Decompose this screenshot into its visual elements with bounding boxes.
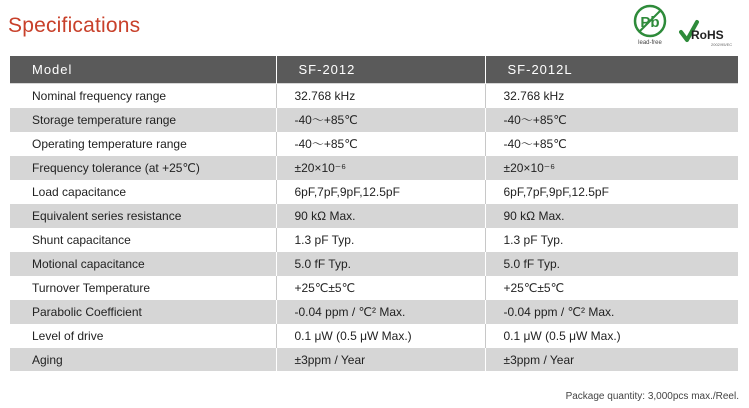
spec-value-sf-2012: 1.3 pF Typ.: [276, 228, 485, 252]
table-row: [10, 276, 738, 300]
spec-value-sf-2012: -40～+85℃: [276, 108, 485, 132]
spec-parameter: Equivalent series resistance: [10, 204, 276, 228]
rohs-sub-label: 2002/95/EC: [711, 42, 733, 47]
table-row: [10, 300, 738, 324]
spec-value-sf-2012l: ±20×10⁻⁶: [485, 156, 738, 180]
spec-value-sf-2012l: 5.0 fF Typ.: [485, 252, 738, 276]
header-sf-2012l: SF-2012L: [485, 56, 738, 84]
table-body: [10, 84, 738, 372]
spec-value-sf-2012: 90 kΩ Max.: [276, 204, 485, 228]
spec-value-sf-2012: +25℃±5℃: [276, 276, 485, 300]
spec-parameter: Level of drive: [10, 324, 276, 348]
spec-value-sf-2012l: 6pF,7pF,9pF,12.5pF: [485, 180, 738, 204]
table-row: [10, 156, 738, 180]
spec-parameter: Storage temperature range: [10, 108, 276, 132]
spec-value-sf-2012: -0.04 ppm / ℃² Max.: [276, 300, 485, 324]
pb-text: Pb: [640, 14, 660, 31]
spec-value-sf-2012l: -40～+85℃: [485, 108, 738, 132]
package-quantity-note: Package quantity: 3,000pcs max./Reel.: [565, 391, 739, 402]
table-row: [10, 324, 738, 348]
spec-parameter: Aging: [10, 348, 276, 372]
spec-value-sf-2012: ±3ppm / Year: [276, 348, 485, 372]
spec-value-sf-2012: ±20×10⁻⁶: [276, 156, 485, 180]
spec-value-sf-2012: 32.768 kHz: [276, 84, 485, 108]
rohs-label: RoHS: [691, 28, 724, 42]
table-row: [10, 180, 738, 204]
spec-parameter: Motional capacitance: [10, 252, 276, 276]
spec-parameter: Parabolic Coefficient: [10, 300, 276, 324]
spec-value-sf-2012: 6pF,7pF,9pF,12.5pF: [276, 180, 485, 204]
spec-value-sf-2012l: 1.3 pF Typ.: [485, 228, 738, 252]
spec-parameter: Nominal frequency range: [10, 84, 276, 108]
table-row: [10, 108, 738, 132]
specifications-table: [10, 56, 738, 371]
spec-value-sf-2012l: -40～+85℃: [485, 132, 738, 156]
header-sf-2012: SF-2012: [276, 56, 485, 84]
spec-parameter: Turnover Temperature: [10, 276, 276, 300]
spec-value-sf-2012l: +25℃±5℃: [485, 276, 738, 300]
page-title: Specifications: [8, 14, 141, 37]
spec-value-sf-2012l: ±3ppm / Year: [485, 348, 738, 372]
spec-parameter: Operating temperature range: [10, 132, 276, 156]
spec-value-sf-2012l: 32.768 kHz: [485, 84, 738, 108]
header-model: Model: [10, 56, 276, 84]
table-row: [10, 132, 738, 156]
spec-value-sf-2012: -40～+85℃: [276, 132, 485, 156]
spec-value-sf-2012l: 90 kΩ Max.: [485, 204, 738, 228]
table-row: [10, 204, 738, 228]
spec-value-sf-2012l: -0.04 ppm / ℃² Max.: [485, 300, 738, 324]
spec-parameter: Frequency tolerance (at +25℃): [10, 156, 276, 180]
lead-free-label: lead-free: [638, 40, 662, 46]
spec-parameter: Load capacitance: [10, 180, 276, 204]
table-header-row: [10, 56, 738, 84]
spec-parameter: Shunt capacitance: [10, 228, 276, 252]
table-row: [10, 348, 738, 372]
table-row: [10, 228, 738, 252]
spec-value-sf-2012: 0.1 μW (0.5 μW Max.): [276, 324, 485, 348]
spec-value-sf-2012l: 0.1 μW (0.5 μW Max.): [485, 324, 738, 348]
table-row: [10, 84, 738, 108]
certification-logos: [629, 4, 739, 48]
spec-value-sf-2012: 5.0 fF Typ.: [276, 252, 485, 276]
table-row: [10, 252, 738, 276]
